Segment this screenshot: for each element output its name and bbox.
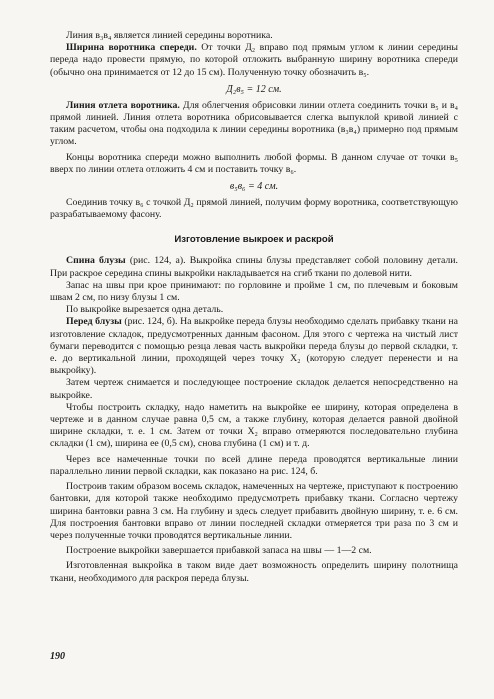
paragraph-7: Запас на швы при крое принимают: по горловине и пройме 1 см, по плечевым и боковым швам 2 см, по низу блузы 1 см. [50, 279, 458, 304]
section-heading: Изготовление выкроек и раскрой [174, 234, 334, 246]
paragraph-11: Чтобы построить складку, надо наметить на выкройке ее ширину, которая определена в чертеже и в данном случае равна 0,5 см, а также глубину, которая делается равной двойной ширине складки, т. е. 1 см. Затем от точки X₂ вправо отмеряются последовательно глубина складки (1 см), ширина ее (0,5 см), снова глубина (1 см) и т. д. [50, 401, 458, 450]
run-in-heading: Ширина воротника спереди. [66, 42, 197, 54]
run-in-heading: Перед блузы [66, 316, 122, 328]
paragraph-5: Соединив точку в₆ с точкой Д₂ прямой линией, получим форму воротника, соответствующую разрабатываемому фасону. [50, 197, 458, 221]
formula-2: в₅в₆ = 4 см. [229, 181, 279, 193]
paragraph-12: Через все намеченные точки по всей длине переда проводятся вертикальные линии параллельно линии первой складки, как показано на рис. 124, б. [50, 453, 458, 477]
paragraph-13: Построив таким образом восемь складок, намеченных на чертеже, приступают к построению бантовки, для которой также необходимо предусмотреть прибавку ткани. Согласно чертежу ширина бантовки равна 3 см. На глубину и здесь следует прибавить двойную ширину, т. е. 6 см. Для построения бантовки вправо от линии последней складки отмеряется три раза по 3 см и через полученные точки проводятся вертикальные линии. [50, 481, 458, 541]
run-in-heading: Спина блузы [66, 255, 126, 267]
formula-1: Д₂в₅ = 12 см. [226, 83, 282, 95]
run-in-heading: Линия отлета воротника. [66, 99, 180, 111]
paragraph-14: Построение выкройки завершается прибавкой запаса на швы — 1—2 см. [66, 545, 372, 557]
paragraph-1: Линия в₃в₄ является линией середины воротника. [66, 30, 273, 41]
paragraph-15: Изготовленная выкройка в таком виде дает возможность определить ширину полотнища ткани, необходимого для раскроя переда блузы. [50, 560, 458, 584]
paragraph-collar-front-width: Ширина воротника спереди. От точки Д₂ вправо под прямым углом к линии середины переда надо провести прямую, по которой отложить выбранную ширину воротника спереди (обычно она принимается от 12 до 15 см). Полученную точку обозначить в₅. [50, 42, 459, 78]
paragraph-front: Перед блузы (рис. 124, б). На выкройке переда блузы необходимо сделать прибавку ткани на изготовление складок, предусмотренных данным фасоном. Для этого с чертежа на чистый лист бумаги переводится с помощью резца левая часть выкройки переда блузы до первой складки, т. е. до вертикальной линии, проходящей через точку X₂ (которую следует перенести и на выкройку). [50, 316, 458, 377]
paragraph-4: Концы воротника спереди можно выполнить любой формы. В данном случае от точки в₅ вверх по линии отлета отложить 4 см и поставить точку в₆. [50, 151, 458, 175]
page-number: 190 [50, 651, 65, 662]
paragraph-10: Затем чертеж снимается и последующее построение складок делается непосредственно на выкройке. [50, 377, 458, 401]
paragraph-collar-line: Линия отлета воротника. Для облегчения обрисовки линии отлета соединить точки в₅ и в₄ прямой линией. Линия отлета воротника обрисовывается слегка выпуклой кривой линией с таким расчетом, чтобы она подходила к линии середины воротника (в₃в₄) примерно под прямым углом. [50, 99, 459, 148]
paragraph-8: По выкройке вырезается одна деталь. [66, 304, 224, 316]
paragraph-back: Спина блузы (рис. 124, а). Выкройка спины блузы представляет собой половину детали. При раскрое середина спины выкройки накладывается на сгиб ткани по долевой нити. [50, 255, 458, 279]
